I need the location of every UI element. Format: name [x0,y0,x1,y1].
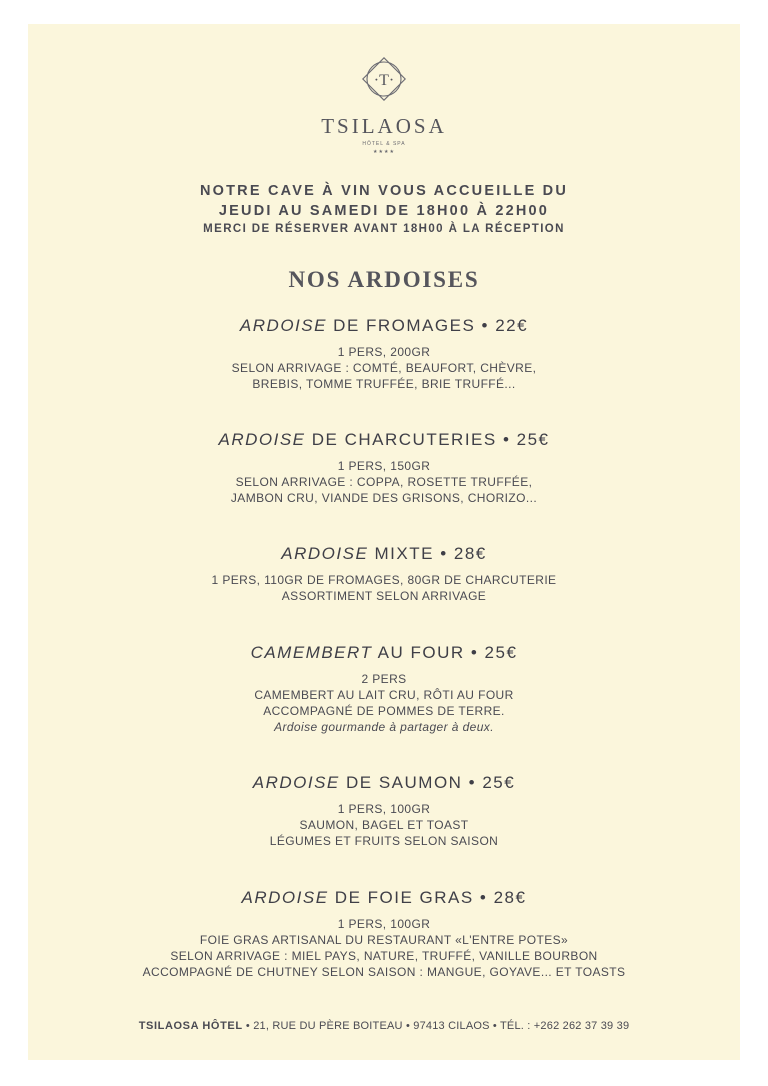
menu-item-title [28,429,740,451]
menu-item [28,315,740,392]
menu-item-description-line: ASSORTIMENT SELON ARRIVAGE [281,589,487,603]
menu-item-description [28,801,740,849]
menu-item [28,543,740,604]
menu-item-title-emphasis: ARDOISE [281,544,369,563]
menu-item-description-line: JAMBON CRU, VIANDE DES GRISONS, CHORIZO... [230,491,538,505]
menu-item-title-rest: DE FROMAGES • 22€ [326,316,529,335]
menu-item-title [28,543,740,565]
menu-item [28,772,740,849]
menu-item-title [28,642,740,664]
menu-item-description-line: 1 PERS, 150GR [337,459,431,473]
intro-line-1: NOTRE CAVE À VIN VOUS ACCUEILLE DU [199,183,569,199]
menu-item-title-emphasis: ARDOISE [252,773,340,792]
menu-item-title-rest: MIXTE • 28€ [368,544,487,563]
menu-item-description [28,916,740,980]
menu-item-description-line: SELON ARRIVAGE : MIEL PAYS, NATURE, TRUFFÉ, VANILLE BOURBON [170,949,598,963]
menu-item-description-line: 1 PERS, 200GR [337,345,431,359]
menu-item-description-line: ACCOMPAGNÉ DE CHUTNEY SELON SAISON : MANGUE, GOYAVE... ET TOASTS [142,965,626,979]
footer-address: • 21, RUE DU PÈRE BOITEAU • 97413 CILAOS • TÉL. : +262 262 37 39 39 [242,1020,630,1032]
menu-item-title-emphasis: ARDOISE [218,430,306,449]
menu-item [28,429,740,506]
hotel-stars: ★★★★ [373,149,395,155]
hotel-subtitle: HÔTEL & SPA [362,141,406,147]
hotel-logo [28,54,740,155]
opening-hours-notice [28,181,740,237]
menu-item-description [28,344,740,392]
section-title: NOS ARDOISES [288,267,480,292]
menu-item-title [28,315,740,337]
logo-emblem-icon [359,54,409,104]
menu-item-description-line: 1 PERS, 100GR [337,802,431,816]
menu-item-description-line: BREBIS, TOMME TRUFFÉE, BRIE TRUFFÉ... [252,377,516,391]
hotel-name: TSILAOSA [321,114,447,138]
intro-line-2: JEUDI AU SAMEDI DE 18H00 À 22H00 [218,203,550,219]
menu-item-description-line: SELON ARRIVAGE : COPPA, ROSETTE TRUFFÉE, [235,475,533,489]
menu-item [28,642,740,735]
footer-hotel-name: TSILAOSA HÔTEL [138,1020,243,1032]
menu-item-title-emphasis: ARDOISE [241,888,329,907]
menu-item-description-line: 1 PERS, 110GR DE FROMAGES, 80GR DE CHARCUTERIE [211,573,557,587]
intro-line-3: MERCI DE RÉSERVER AVANT 18H00 À LA RÉCEPTION [203,223,565,235]
menu-item-description-line: SELON ARRIVAGE : COMTÉ, BEAUFORT, CHÈVRE, [231,361,537,375]
footer [28,1020,740,1032]
menu-item-title-emphasis: ARDOISE [239,316,327,335]
menu-item-description-line: ACCOMPAGNÉ DE POMMES DE TERRE. [263,704,505,718]
menu-item-note: Ardoise gourmande à partager à deux. [274,720,494,734]
menu-item-description-line: CAMEMBERT AU LAIT CRU, RÔTI AU FOUR [254,688,514,702]
menu-item-description [28,671,740,735]
menu-page [28,24,740,1060]
menu-item-title-rest: DE CHARCUTERIES • 25€ [305,430,550,449]
menu-item-title-rest: DE SAUMON • 25€ [339,773,516,792]
menu-item-title-rest: AU FOUR • 25€ [372,643,518,662]
menu-item-title-rest: DE FOIE GRAS • 28€ [328,888,527,907]
menu-item-description-line: 1 PERS, 100GR [337,917,431,931]
menu-item [28,887,740,980]
menu-item-title [28,772,740,794]
menu-item-description-line: LÉGUMES ET FRUITS SELON SAISON [269,834,499,848]
menu-item-description-line: FOIE GRAS ARTISANAL DU RESTAURANT «L'ENTRE POTES» [199,933,569,947]
menu-item-description [28,458,740,506]
menu-item-title-emphasis: CAMEMBERT [250,643,373,662]
menu-item-title [28,887,740,909]
menu-item-description [28,572,740,604]
menu-item-description-line: SAUMON, BAGEL ET TOAST [299,818,469,832]
logo-monogram: ·T· [373,72,395,89]
menu-item-description-line: 2 PERS [361,672,407,686]
